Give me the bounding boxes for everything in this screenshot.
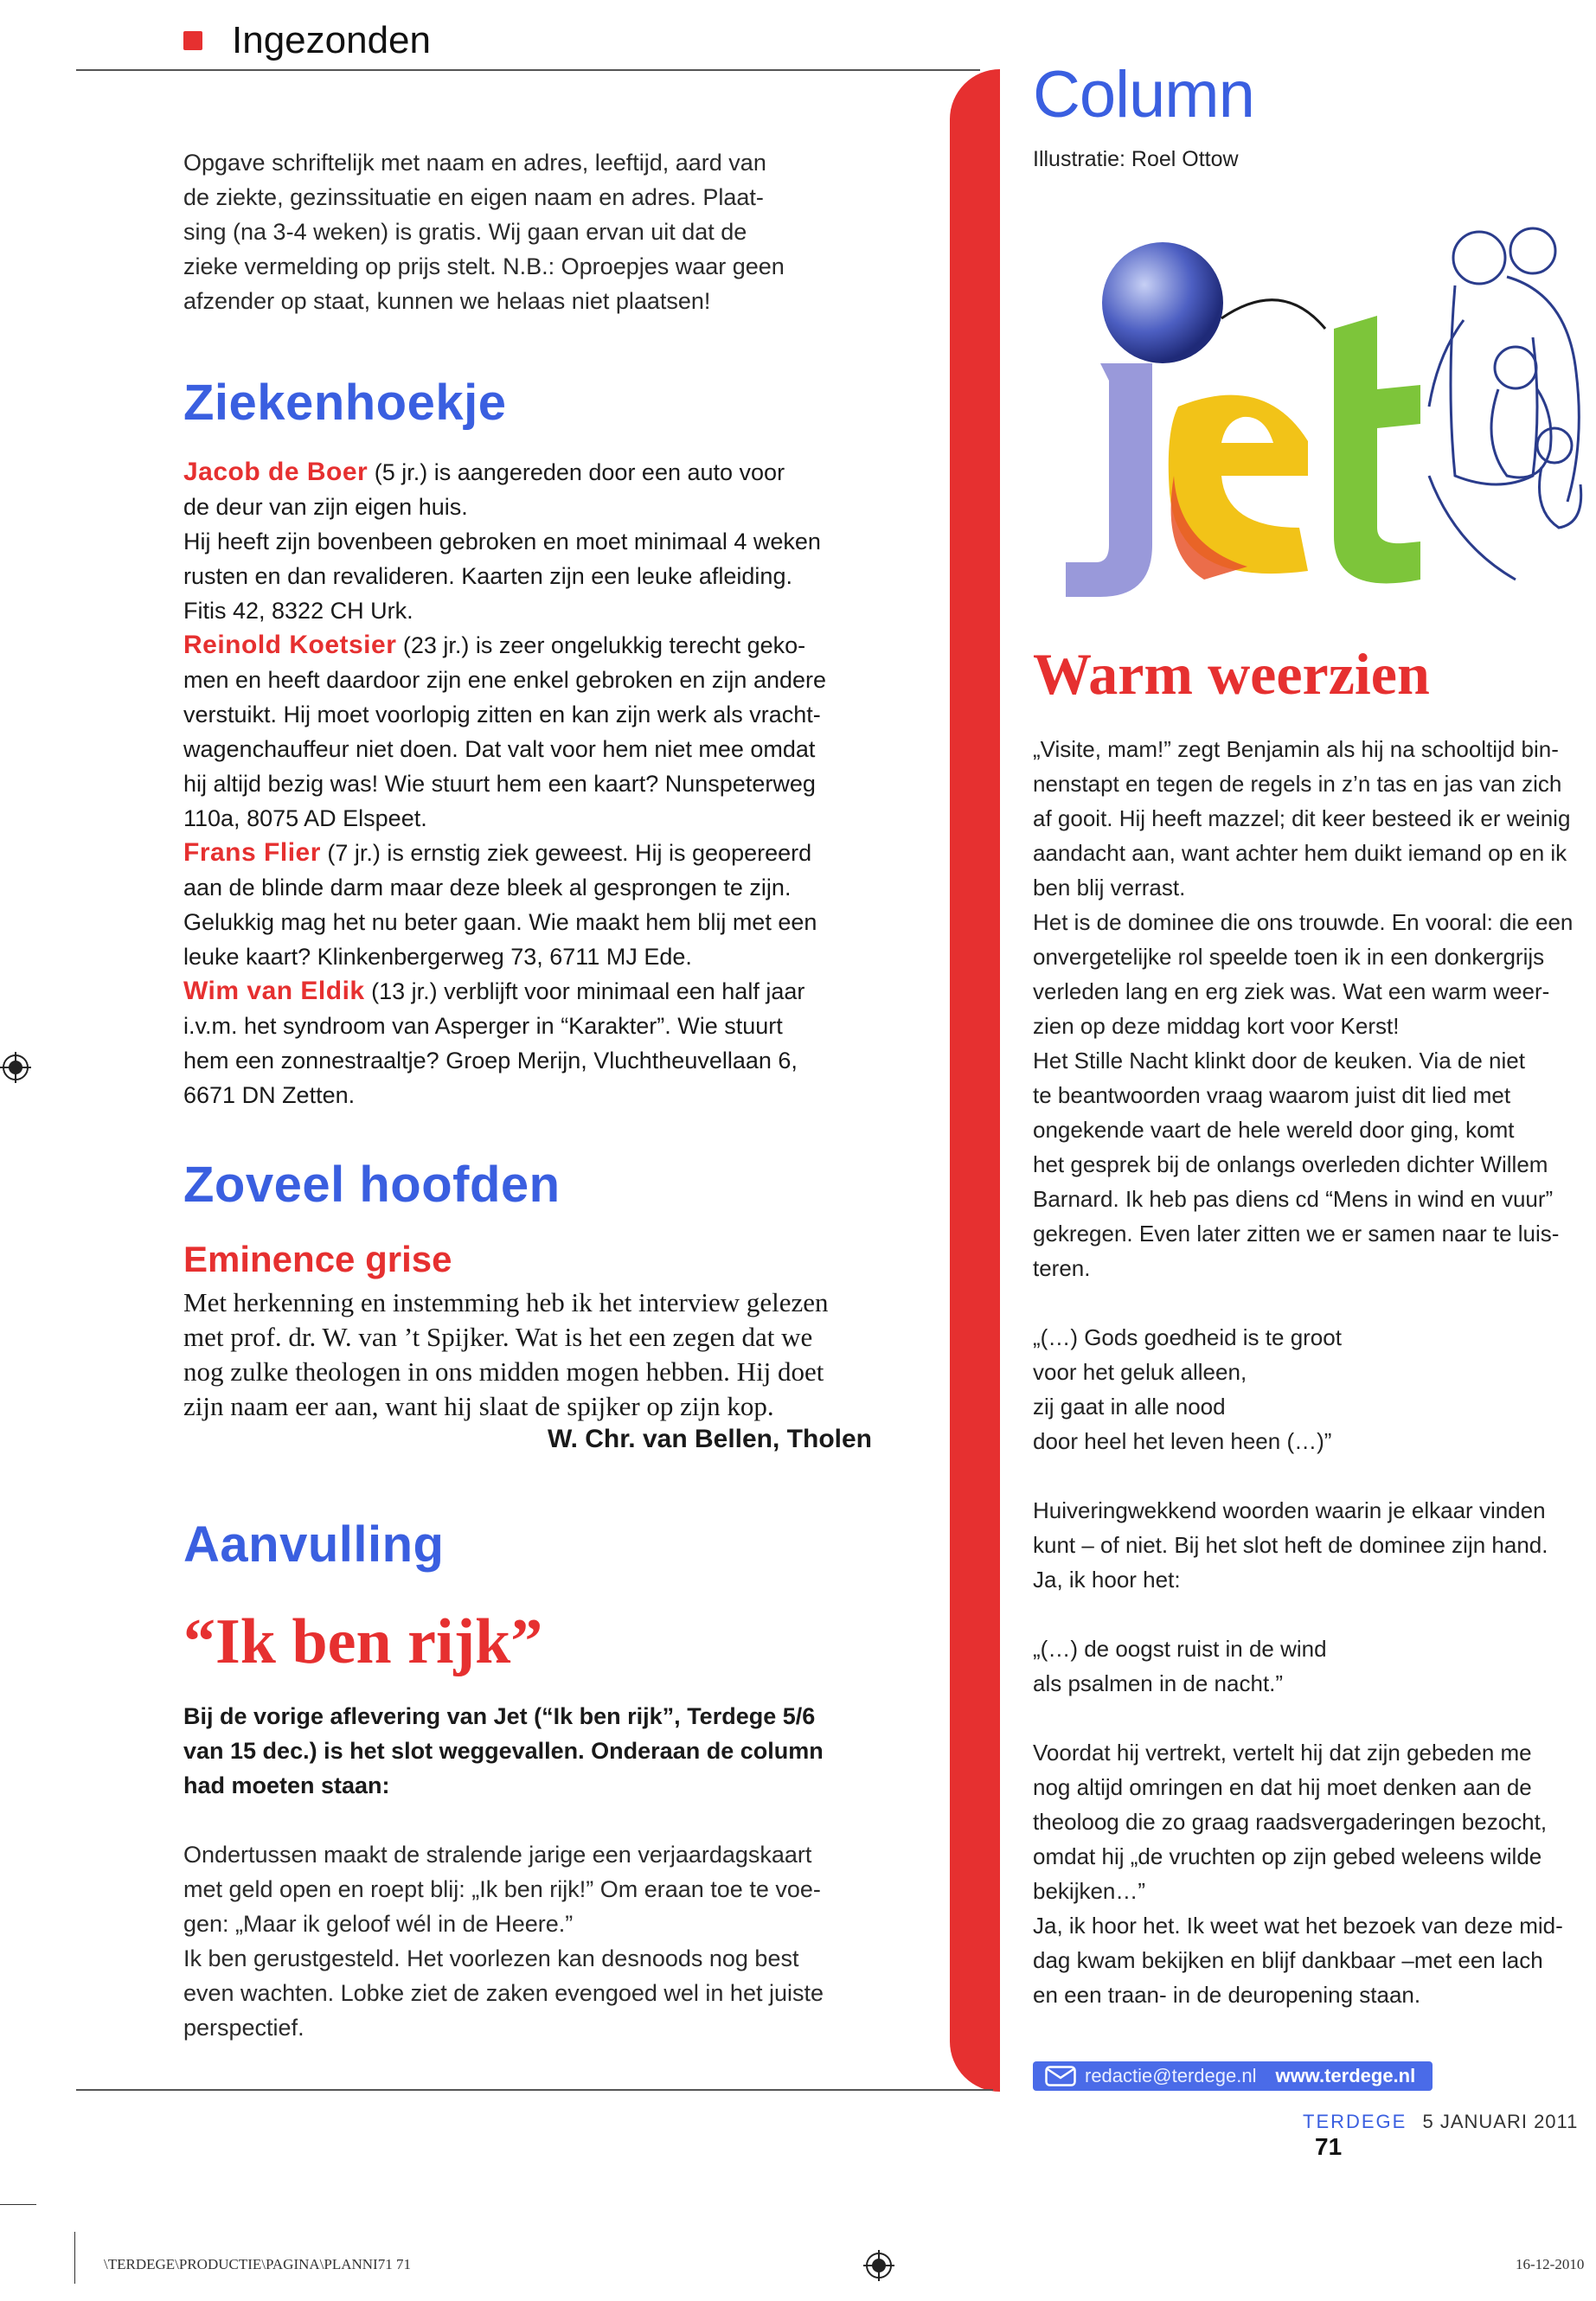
body-line: even wachten. Lobke ziet de zaken evengoed wel in het juiste [183,1980,824,2006]
intro-line: zieke vermelding op prijs stelt. N.B.: Oproepjes waar geen [183,253,785,279]
article-line: ongekende vaart de hele wereld door ging, komt [1033,1117,1515,1143]
registration-mark-icon [863,2250,894,2281]
entry-text: verblijft voor minimaal een half jaar [437,978,805,1004]
entry-text: Fitis 42, 8322 CH Urk. [183,598,413,624]
registration-mark-icon [0,1052,31,1083]
body-line: Ondertussen maakt de stralende jarige een verjaardagskaart [183,1842,812,1868]
entry-text: is zeer ongelukkig terecht geko- [469,632,806,658]
entry-text: wagenchauffeur niet doen. Dat valt voor hem niet mee omdat [183,736,816,762]
column-divider-bar [950,69,1000,2092]
eminence-grise-subheading: Eminence grise [183,1239,452,1279]
entry-text: verstuikt. Hij moet voorlopig zitten en kan zijn werk als vracht- [183,702,821,727]
patient-age: (23 jr.) [396,632,470,658]
footer-divider [76,2089,993,2091]
entry-text: 110a, 8075 AD Elspeet. [183,805,427,831]
patient-entry [183,455,875,628]
contact-bar [1033,2061,1433,2091]
print-date: 16-12-2010 [1516,2256,1585,2272]
entry-text: hij altijd bezig was! Wie stuurt hem een kaart? Nunspeterweg [183,771,816,797]
intro-paragraph [183,145,875,318]
jet-logo-illustration [1048,216,1596,614]
poem-line: zij gaat in alle nood [1033,1394,1226,1420]
article-line: zien op deze middag kort voor Kerst! [1033,1013,1400,1039]
section-tag [183,19,431,62]
aanvulling-intro [183,1699,875,1803]
intro-line: sing (na 3-4 weken) is gratis. Wij gaan ervan uit dat de [183,219,747,245]
aanvulling-heading: Aanvulling [183,1516,445,1573]
body-line: met geld open en roept blij: „Ik ben rijk!” Om eraan toe te voe- [183,1876,821,1902]
poem-line: door heel het leven heen (…)” [1033,1428,1332,1454]
aanvulling-body [183,1837,875,2045]
article-line: het gesprek bij de onlangs overleden dichter Willem [1033,1151,1548,1177]
section-marker-icon [183,31,202,50]
entry-text: leuke kaart? Klinkenbergerweg 73, 6711 MJ Ede. [183,944,692,970]
arc-line [1221,300,1325,329]
page-footer [1303,2111,1596,2161]
entry-text: 6671 DN Zetten. [183,1082,356,1108]
article-line: nenstapt en tegen de regels in z’n tas en jas van zich [1033,771,1562,797]
entry-text: i.v.m. het syndroom van Asperger in “Karakter”. Wie stuurt [183,1013,783,1039]
article-title: Warm weerzien [1033,641,1430,707]
article-line: bekijken…” [1033,1878,1146,1904]
entry-text: rusten en dan revalideren. Kaarten zijn een leuke afleiding. [183,563,792,589]
patient-entry [183,974,875,1112]
email-link[interactable]: redactie@terdege.nl [1085,2065,1257,2086]
ik-ben-rijk-heading: “Ik ben rijk” [183,1606,543,1677]
column-heading: Column [1033,58,1254,131]
column-article-body [1033,732,1596,2012]
article-line: af gooit. Hij heeft mazzel; dit keer besteed ik er weinig [1033,805,1571,831]
letter-line: met prof. dr. W. van ’t Spijker. Wat is het een zegen dat we [183,1322,813,1352]
article-line: ben blij verrast. [1033,875,1186,901]
intro-line: Bij de vorige aflevering van Jet (“Ik ben rijk”, Terdege 5/6 [183,1703,816,1729]
patient-age: (13 jr.) [364,978,438,1004]
ziekenhoekje-heading: Ziekenhoekje [183,375,507,431]
stanza-gap [1033,1701,1596,1735]
article-line: en een traan- in de deuropening staan. [1033,1982,1421,2008]
stanza-gap [1033,1458,1596,1493]
poem-line: voor het geluk alleen, [1033,1359,1247,1385]
ball-icon [1102,242,1223,363]
letter-j-shape [1066,363,1152,597]
intro-line: van 15 dec.) is het slot weggevallen. Onderaan de column [183,1738,824,1764]
section-label: Ingezonden [232,19,431,61]
body-line: Ik ben gerustgesteld. Het voorlezen kan desnoods nog best [183,1945,799,1971]
article-line: gekregen. Even later zitten we er samen naar te luis- [1033,1221,1560,1247]
patient-entry [183,836,875,974]
letter-signature: W. Chr. van Bellen, Tholen [547,1425,872,1453]
entry-text: men en heeft daardoor zijn ene enkel gebroken en zijn andere [183,667,827,693]
stanza-gap [1033,1597,1596,1631]
letter-line: Met herkenning en instemming heb ik het interview gelezen [183,1287,829,1317]
article-line: onvergetelijke rol speelde toen ik in een donkergrijs [1033,944,1545,970]
crop-mark [74,2232,75,2284]
family-sketch [1429,228,1581,580]
intro-line: afzender op staat, kunnen we helaas niet plaatsen! [183,288,711,314]
article-line: Barnard. Ik heb pas diens cd “Mens in wind en vuur” [1033,1186,1554,1212]
stanza-gap [1033,1285,1596,1320]
crop-mark [0,2204,36,2205]
patient-name: Reinold Koetsier [183,631,397,659]
article-line: dag kwam bekijken en blijf dankbaar –met een lach [1033,1947,1543,1973]
article-line: Het Stille Nacht klinkt door de keuken. Via de niet [1033,1048,1525,1074]
entry-text: is aangereden door een auto voor [427,459,785,485]
article-line: Het is de dominee die ons trouwde. En vooral: die een [1033,909,1574,935]
website-link[interactable]: www.terdege.nl [1275,2065,1416,2086]
article-line: te beantwoorden vraag waarom juist dit lied met [1033,1082,1511,1108]
article-line: theoloog die zo graag raadsvergaderingen bezocht, [1033,1809,1548,1835]
patient-name: Frans Flier [183,838,321,867]
poem-line: „(…) de oogst ruist in de wind [1033,1636,1327,1662]
patient-age: (5 jr.) [368,459,428,485]
article-line: kunt – of niet. Bij het slot heft de dominee zijn hand. [1033,1532,1548,1558]
article-line: Ja, ik hoor het: [1033,1567,1181,1593]
body-line: perspectief. [183,2015,304,2041]
print-slug: \TERDEGE\PRODUCTIE\PAGINA\PLANNI71 71 [104,2256,411,2272]
article-line: Huiveringwekkend woorden waarin je elkaar vinden [1033,1497,1546,1523]
issue-date: 5 JANUARI 2011 [1422,2111,1579,2132]
zoveel-hoofden-heading: Zoveel hoofden [183,1157,561,1213]
patient-name: Wim van Eldik [183,977,365,1005]
magazine-name: TERDEGE [1303,2111,1407,2132]
article-line: nog altijd omringen en dat hij moet denken aan de [1033,1774,1532,1800]
patient-age: (7 jr.) [320,840,381,866]
patient-entry [183,628,875,836]
article-line: Voordat hij vertrekt, vertelt hij dat zijn gebeden me [1033,1740,1532,1766]
mail-icon [1045,2066,1076,2086]
article-line: Ja, ik hoor het. Ik weet wat het bezoek van deze mid- [1033,1913,1563,1939]
entry-text: aan de blinde darm maar deze bleek al gesprongen te zijn. [183,875,792,901]
article-line: verleden lang en erg ziek was. Wat een warm weer- [1033,978,1550,1004]
entry-text: Gelukkig mag het nu beter gaan. Wie maakt hem blij met een [183,909,817,935]
entry-text: Hij heeft zijn bovenbeen gebroken en moet minimaal 4 weken [183,529,821,554]
poem-line: „(…) Gods goedheid is te groot [1033,1324,1342,1350]
page-number: 71 [1315,2133,1343,2160]
header-divider [76,69,980,71]
poem-line: als psalmen in de nacht.” [1033,1670,1284,1696]
entry-text: hem een zonnestraaltje? Groep Merijn, Vluchtheuvellaan 6, [183,1048,798,1074]
intro-line: Opgave schriftelijk met naam en adres, leeftijd, aard van [183,150,766,176]
article-line: teren. [1033,1255,1091,1281]
entry-text: de deur van zijn eigen huis. [183,494,468,520]
ziekenhoekje-list [183,455,875,1112]
patient-name: Jacob de Boer [183,458,369,486]
letter-line: zijn naam eer aan, want hij slaat de spijker op zijn kop. [183,1391,774,1421]
intro-line: had moeten staan: [183,1772,390,1798]
letter-body [183,1285,875,1424]
illustration-credit: Illustratie: Roel Ottow [1033,147,1239,171]
letter-line: nog zulke theologen in ons midden mogen hebben. Hij doet [183,1356,824,1387]
intro-line: de ziekte, gezinssituatie en eigen naam en adres. Plaat- [183,184,764,210]
article-line: aandacht aan, want achter hem duikt iemand op en ik [1033,840,1567,866]
article-line: „Visite, mam!” zegt Benjamin als hij na schooltijd bin- [1033,736,1559,762]
entry-text: is ernstig ziek geweest. Hij is geopereerd [380,840,812,866]
body-line: gen: „Maar ik geloof wél in de Heere.” [183,1911,574,1937]
letter-t-shape [1334,316,1420,583]
article-line: omdat hij „de vruchten op zijn gebed weleens wilde [1033,1843,1542,1869]
